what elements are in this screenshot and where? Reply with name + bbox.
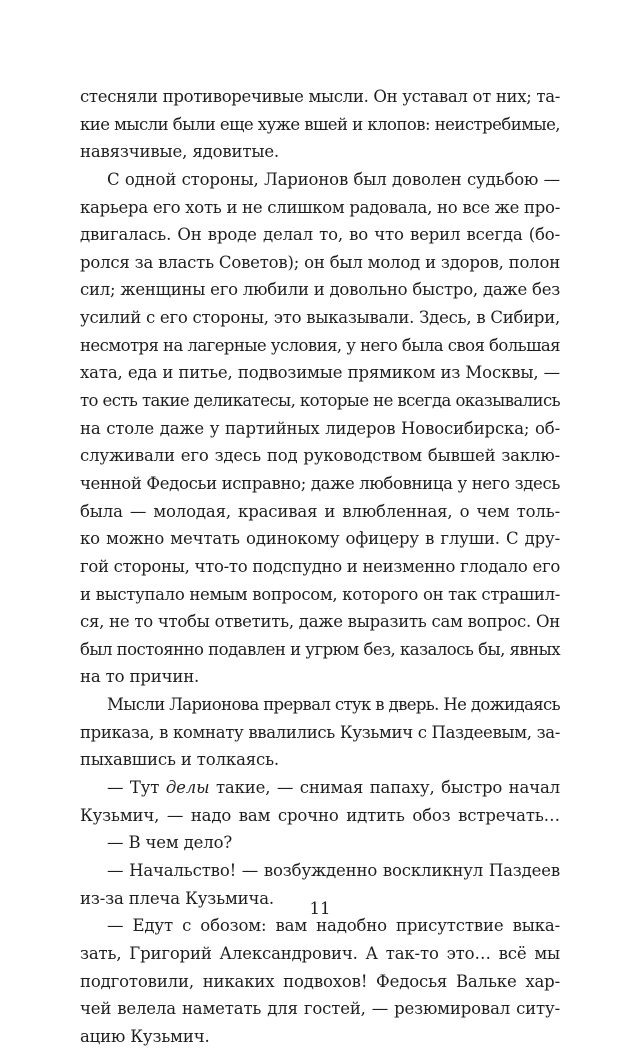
- text-line: была — молодая, красивая и влюбленная, о чем толь-: [80, 501, 560, 521]
- text-line: на то причин.: [80, 667, 200, 687]
- dialogue-line: — В чем дело?: [107, 833, 233, 853]
- text-line: чей велела наметать для гостей, — резюмировал ситу-: [80, 999, 560, 1019]
- text-line: карьера его хоть и не слишком радовала, но все же про-: [80, 197, 560, 217]
- paragraph-first-line: С одной стороны, Ларионов был доволен судьбою —: [107, 169, 560, 189]
- text-line: хата, еда и питье, подвозимые прямиком из Москвы, —: [80, 363, 560, 383]
- paragraph-first-line: Мысли Ларионова прервал стук в дверь. Не дожидаясь: [107, 695, 560, 715]
- dialogue-line: — Тут делы такие, — снимая папаху, быстро начал: [107, 778, 560, 798]
- text-line: подготовили, никаких подвохов! Федосья Вальке хар-: [80, 971, 560, 991]
- text-line: служивали его здесь под руководством бывшей заклю-: [80, 446, 560, 466]
- text-line: на столе даже у партийных лидеров Новосибирска; об-: [80, 418, 560, 438]
- text-line: и выступало немым вопросом, которого он так страшил-: [80, 584, 560, 604]
- text-line: ацию Кузьмич.: [80, 1026, 210, 1046]
- text-line: усилий с его стороны, это выказывали. Здесь, в Сибири,: [80, 308, 560, 328]
- text-line: ся, не то чтобы ответить, даже выразить сам вопрос. Он: [80, 612, 560, 632]
- dialogue-line: — Начальство! — возбужденно воскликнул Паздеев: [107, 860, 560, 880]
- text-line: ченной Федосьи исправно; даже любовница у него здесь: [80, 473, 560, 493]
- text-line: приказа, в комнату ввалились Кузьмич с Паздеевым, за-: [80, 722, 560, 742]
- text-line: пыхавшись и толкаясь.: [80, 750, 280, 770]
- text-line: ролся за власть Советов); он был молод и здоров, полон: [80, 252, 560, 272]
- text-line: кие мысли были еще хуже вшей и клопов: неистребимые,: [80, 114, 560, 134]
- text-line: гой стороны, что-то подспудно и неизменно глодало его: [80, 556, 560, 576]
- text-line: несмотря на лагерные условия, у него была своя большая: [80, 335, 560, 355]
- page-number: 11: [309, 899, 331, 918]
- text-line: то есть такие деликатесы, которые не всегда оказывались: [80, 391, 560, 411]
- text-line: сил; женщины его любили и довольно быстро, даже без: [80, 280, 560, 300]
- text-line: из-за плеча Кузьмича.: [80, 888, 275, 908]
- text-line: стесняли противоречивые мысли. Он уставал от них; та-: [80, 87, 560, 106]
- text-line: ко можно мечтать одинокому офицеру в глуши. С дру-: [80, 529, 560, 549]
- text-line: навязчивые, ядовитые.: [80, 142, 280, 162]
- emphasized-word: делы: [165, 778, 210, 798]
- text-line: двигалась. Он вроде делал то, во что верил всегда (бо-: [80, 225, 560, 245]
- text-line: был постоянно подавлен и угрюм без, казалось бы, явных: [80, 639, 560, 659]
- text-line: зать, Григорий Александрович. А так-то это… всё мы: [80, 943, 560, 963]
- text-line: Кузьмич, — надо вам срочно идтить обоз встречать…: [80, 805, 560, 825]
- dialogue-line: — Едут с обозом: вам надобно присутствие выка-: [107, 916, 560, 936]
